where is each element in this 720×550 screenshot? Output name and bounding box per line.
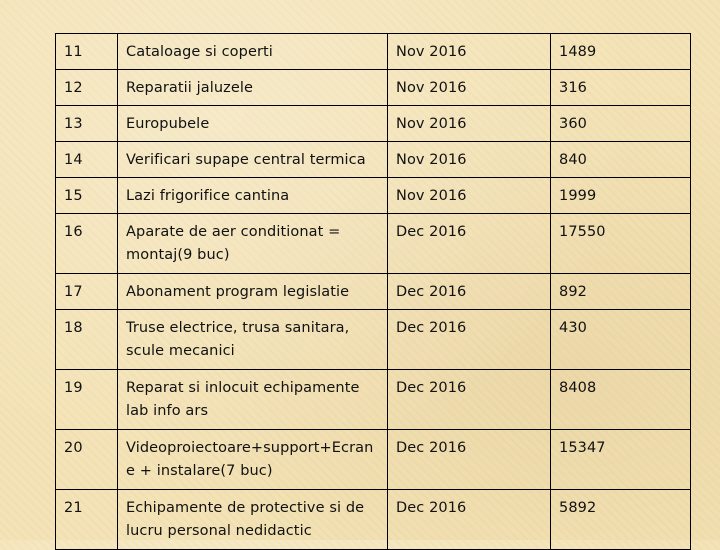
row-number-cell: 18 xyxy=(56,310,118,370)
period-cell: Dec 2016 xyxy=(388,214,551,274)
description-cell: Reparat si inlocuit echipamente lab info ars xyxy=(118,370,388,430)
table-row xyxy=(56,34,691,70)
expenses-table-container xyxy=(55,33,691,550)
table-row xyxy=(56,490,691,550)
row-number-cell: 11 xyxy=(56,34,118,70)
amount-cell: 1999 xyxy=(551,178,691,214)
description-cell: Echipamente de protective si de lucru personal nedidactic xyxy=(118,490,388,550)
table-row xyxy=(56,70,691,106)
row-number-cell: 13 xyxy=(56,106,118,142)
amount-cell: 15347 xyxy=(551,430,691,490)
description-cell: Truse electrice, trusa sanitara, scule mecanici xyxy=(118,310,388,370)
description-cell: Verificari supape central termica xyxy=(118,142,388,178)
row-number-cell: 14 xyxy=(56,142,118,178)
period-cell: Dec 2016 xyxy=(388,430,551,490)
amount-cell: 8408 xyxy=(551,370,691,430)
row-number-cell: 17 xyxy=(56,274,118,310)
amount-cell: 840 xyxy=(551,142,691,178)
table-row xyxy=(56,310,691,370)
description-cell: Lazi frigorifice cantina xyxy=(118,178,388,214)
table-row xyxy=(56,274,691,310)
period-cell: Dec 2016 xyxy=(388,490,551,550)
table-row xyxy=(56,430,691,490)
table-row xyxy=(56,370,691,430)
table-row xyxy=(56,214,691,274)
row-number-cell: 15 xyxy=(56,178,118,214)
table-row xyxy=(56,178,691,214)
period-cell: Nov 2016 xyxy=(388,70,551,106)
description-cell: Aparate de aer conditionat = montaj(9 buc) xyxy=(118,214,388,274)
description-cell: Reparatii jaluzele xyxy=(118,70,388,106)
row-number-cell: 20 xyxy=(56,430,118,490)
table-row xyxy=(56,142,691,178)
amount-cell: 5892 xyxy=(551,490,691,550)
description-cell: Europubele xyxy=(118,106,388,142)
expenses-table xyxy=(55,33,691,550)
amount-cell: 1489 xyxy=(551,34,691,70)
amount-cell: 360 xyxy=(551,106,691,142)
amount-cell: 17550 xyxy=(551,214,691,274)
description-cell: Abonament program legislatie xyxy=(118,274,388,310)
period-cell: Nov 2016 xyxy=(388,178,551,214)
period-cell: Nov 2016 xyxy=(388,142,551,178)
row-number-cell: 12 xyxy=(56,70,118,106)
row-number-cell: 21 xyxy=(56,490,118,550)
amount-cell: 430 xyxy=(551,310,691,370)
table-row xyxy=(56,106,691,142)
description-cell: Videoproiectoare+support+Ecrane + instalare(7 buc) xyxy=(118,430,388,490)
description-cell: Cataloage si coperti xyxy=(118,34,388,70)
row-number-cell: 16 xyxy=(56,214,118,274)
row-number-cell: 19 xyxy=(56,370,118,430)
period-cell: Dec 2016 xyxy=(388,370,551,430)
amount-cell: 316 xyxy=(551,70,691,106)
period-cell: Dec 2016 xyxy=(388,310,551,370)
period-cell: Nov 2016 xyxy=(388,34,551,70)
amount-cell: 892 xyxy=(551,274,691,310)
period-cell: Nov 2016 xyxy=(388,106,551,142)
period-cell: Dec 2016 xyxy=(388,274,551,310)
